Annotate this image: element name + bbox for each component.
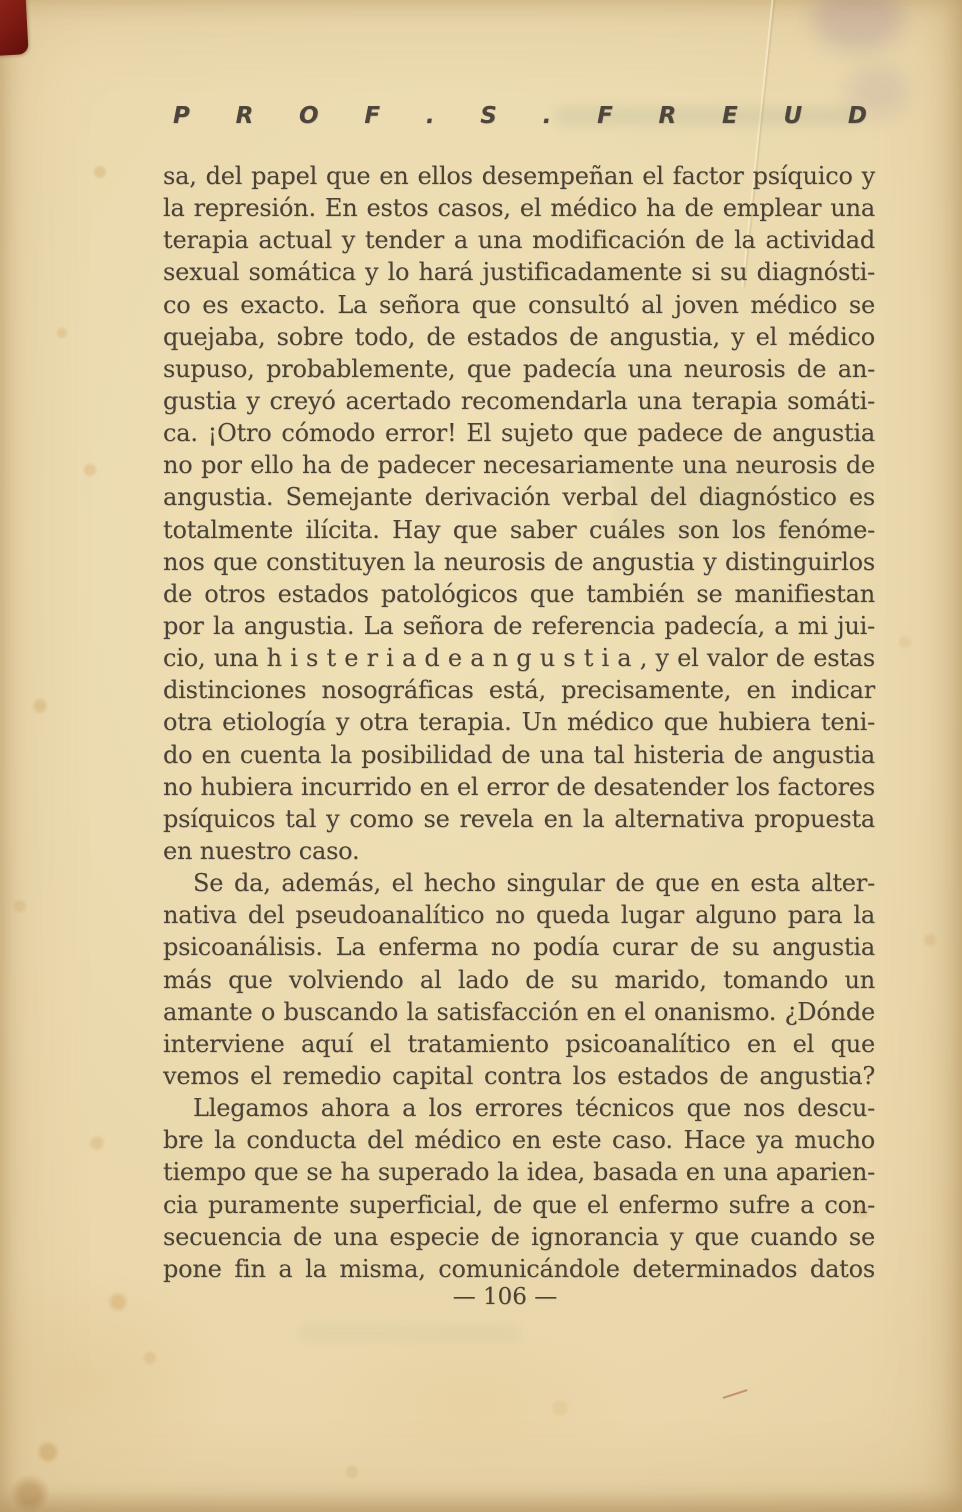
text-line: secuencia de una especie de ignorancia y que cuando se: [163, 1222, 875, 1251]
text-line: bre la conducta del médico en este caso. Hace ya mucho: [163, 1126, 875, 1155]
text-line: ca. ¡Otro cómodo error! El sujeto que padece de angustia: [163, 419, 875, 448]
text-line: amante o buscando la satisfacción en el onanismo. ¿Dónde: [163, 997, 875, 1026]
text-line: angustia. Semejante derivación verbal del diagnóstico es: [163, 483, 875, 512]
text-line: vemos el remedio capital contra los estados de angustia?: [163, 1061, 875, 1090]
paper-scratch: [722, 1389, 747, 1398]
text-line: cio, una h i s t e r i a d e a n g u s t i a , y el valor de estas: [163, 644, 875, 673]
text-line: más que volviendo al lado de su marido, tomando un: [163, 965, 875, 994]
text-line: do en cuenta la posibilidad de una tal histeria de angustia: [163, 740, 875, 769]
text-line: distinciones nosográficas está, precisamente, en indicar: [163, 676, 875, 705]
text-line: nos que constituyen la neurosis de angustia y distinguirlos: [163, 547, 875, 576]
text-line: la represión. En estos casos, el médico ha de emplear una: [163, 194, 875, 223]
page-number: — 106 —: [452, 1284, 558, 1310]
book-cover-corner-mark: [0, 0, 29, 56]
text-line: psíquicos tal y como se revela en la alternativa propuesta: [163, 804, 875, 833]
text-line: de otros estados patológicos que también se manifiestan: [163, 579, 875, 608]
text-line: en nuestro caso.: [163, 836, 360, 865]
text-line: co es exacto. La señora que consultó al joven médico se: [163, 290, 875, 319]
text-line: gustia y creyó acertado recomendarla una terapia somáti-: [163, 386, 875, 415]
text-line: otra etiología y otra terapia. Un médico que hubiera teni-: [163, 708, 875, 737]
text-line: quejaba, sobre todo, de estados de angustia, y el médico: [163, 322, 875, 351]
text-line: terapia actual y tender a una modificación de la actividad: [163, 226, 875, 255]
text-line: psicoanálisis. La enferma no podía curar de su angustia: [163, 933, 875, 962]
text-line: Llegamos ahora a los errores técnicos que nos descu-: [193, 1094, 875, 1123]
ink-stain: [812, 0, 904, 50]
text-line: pone fin a la misma, comunicándole determinados datos: [163, 1254, 875, 1283]
text-line: no hubiera incurrido en el error de desatender los factores: [163, 772, 875, 801]
text-line: Se da, además, el hecho singular de que en esta alter-: [193, 869, 875, 898]
text-line: por la angustia. La señora de referencia padecía, a mi jui-: [163, 611, 875, 640]
text-line: interviene aquí el tratamiento psicoanalítico en el que: [163, 1029, 875, 1058]
text-line: cia puramente superficial, de que el enfermo sufre a con-: [163, 1190, 875, 1219]
text-line: tiempo que se ha superado la idea, basada en una aparien-: [163, 1158, 875, 1187]
body-text: [163, 160, 875, 1285]
text-line: sa, del papel que en ellos desempeñan el factor psíquico y: [163, 162, 875, 190]
text-line: nativa del pseudoanalítico no queda lugar alguno para la: [163, 901, 875, 930]
text-line: totalmente ilícita. Hay que saber cuáles son los fenóme-: [163, 515, 875, 544]
text-line: no por ello ha de padecer necesariamente una neurosis de: [163, 451, 875, 480]
running-header: P R O F . S . F R E U D: [173, 103, 867, 129]
text-line: supuso, probablemente, que padecía una neurosis de an-: [163, 354, 875, 383]
show-through-stain: [300, 1325, 520, 1341]
text-line: sexual somática y lo hará justificadamente si su diagnósti-: [163, 258, 875, 287]
